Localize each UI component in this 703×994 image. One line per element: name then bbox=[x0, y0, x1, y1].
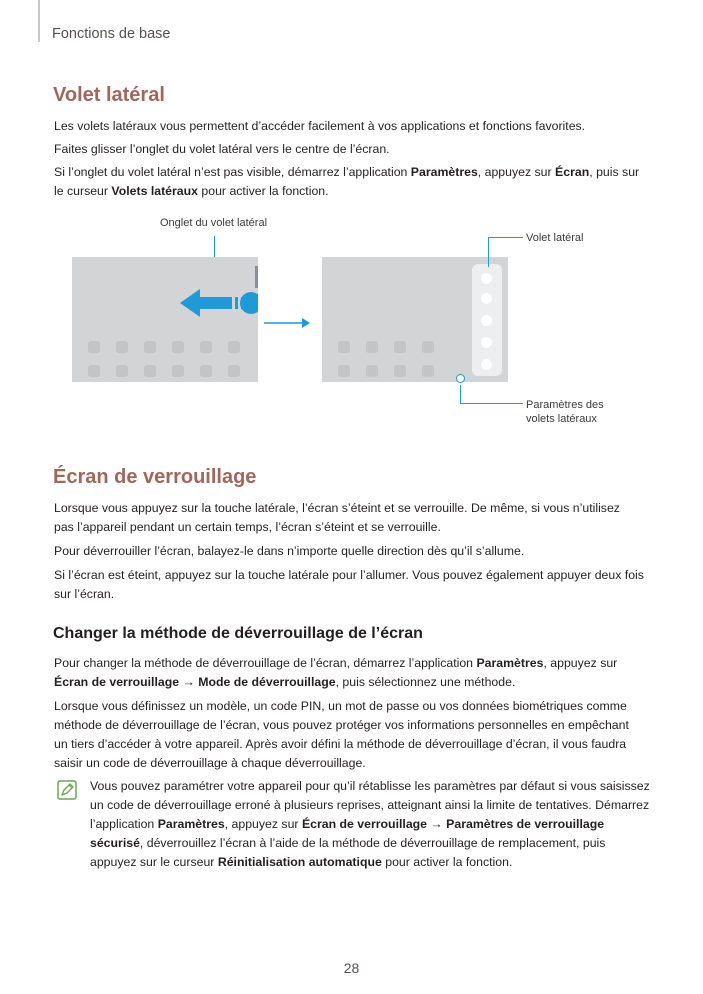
app-icon bbox=[144, 341, 156, 353]
swipe-left-arrow-icon bbox=[180, 286, 258, 320]
paragraph: Si l’écran est éteint, appuyez sur la touche latérale pour l’allumer. Vous pouvez également appuyer deux fois sur l’écran. bbox=[54, 568, 644, 601]
leader-line bbox=[488, 237, 489, 267]
app-icon bbox=[200, 341, 212, 353]
app-icon bbox=[338, 341, 350, 353]
leader-line bbox=[460, 403, 523, 404]
label-panel-settings: Paramètres des volets latéraux bbox=[526, 399, 604, 425]
side-panel[interactable] bbox=[472, 264, 502, 376]
leader-line bbox=[460, 385, 461, 404]
app-icon bbox=[366, 341, 378, 353]
app-icon bbox=[200, 365, 212, 377]
paragraph: Pour déverrouiller l’écran, balayez-le dans n’importe quelle direction dès qu’il s’allume. bbox=[54, 544, 525, 558]
note-text: Vous pouvez paramétrer votre appareil pour qu’il rétablisse les paramètres par défaut si vous saisissez un code de déverrouillage erroné à plusieurs reprises, atteignant ainsi la limite de tentatives. Démarrez l’application Paramètres, appuyez sur Écran de verrouillage → Paramètres de verrouillage sécurisé, déverrouillez l’écran à l’aide de la méthode de déverrouillage de remplacement, puis appuyez sur le curseur Réinitialisation automatique pour activer la fonction. bbox=[90, 779, 650, 869]
paragraph: Faites glisser l’onglet du volet latéral vers le centre de l’écran. bbox=[54, 142, 390, 156]
app-icon bbox=[144, 365, 156, 377]
app-icon bbox=[88, 341, 100, 353]
app-icon bbox=[172, 365, 184, 377]
paragraph: Lorsque vous appuyez sur la touche latérale, l’écran s’éteint et se verrouille. De même, si vous n’utilisez pas l’appareil pendant un certain temps, l’écran s’éteint et se verrouille. bbox=[54, 501, 620, 534]
panel-app-icon[interactable] bbox=[481, 337, 492, 348]
app-icon bbox=[366, 365, 378, 377]
header-rule bbox=[38, 0, 40, 42]
app-icon bbox=[228, 341, 240, 353]
subsection-title: Changer la méthode de déverrouillage de l’écran bbox=[53, 625, 423, 642]
header-section-title: Fonctions de base bbox=[52, 26, 171, 42]
paragraph: Lorsque vous définissez un modèle, un code PIN, un mot de passe ou vos données biométriques comme méthode de déverrouillage de l’écran, vous pouvez protéger vos informations personnelles en empêchant un tiers d’accéder à votre appareil. Après avoir défini la méthode de déverrouillage d’écran, il vous faudra saisir un code de déverrouillage à chaque déverrouillage. bbox=[54, 699, 629, 770]
panel-app-icon[interactable] bbox=[481, 273, 492, 284]
page-number: 28 bbox=[343, 960, 360, 976]
note-pencil-icon bbox=[57, 780, 77, 800]
app-icon bbox=[88, 365, 100, 377]
app-icon bbox=[394, 341, 406, 353]
app-icon bbox=[394, 365, 406, 377]
app-icon bbox=[338, 365, 350, 377]
paragraph: Si l’onglet du volet latéral n’est pas visible, démarrez l’application Paramètres, appuyez sur Écran, puis sur le curseur Volets latéraux pour activer la fonction. bbox=[54, 165, 640, 198]
app-icon bbox=[228, 365, 240, 377]
label-side-panel: Volet latéral bbox=[526, 232, 584, 244]
paragraph: Pour changer la méthode de déverrouillage de l’écran, démarrez l’application Paramètres, appuyez sur Écran de verrouillage → Mode de déverrouillage, puis sélectionnez une méthode. bbox=[54, 656, 618, 689]
section-title-volet-lateral: Volet latéral bbox=[53, 84, 165, 106]
panel-app-icon[interactable] bbox=[481, 293, 492, 304]
app-icon bbox=[172, 341, 184, 353]
app-icon bbox=[422, 365, 434, 377]
panel-settings-icon[interactable] bbox=[456, 374, 465, 383]
app-icon bbox=[116, 365, 128, 377]
label-panel-tab: Onglet du volet latéral bbox=[160, 217, 268, 229]
side-panel-figure bbox=[0, 210, 703, 440]
panel-app-icon[interactable] bbox=[481, 359, 492, 370]
leader-line bbox=[488, 237, 523, 238]
side-panel-handle bbox=[255, 266, 258, 288]
app-icon bbox=[116, 341, 128, 353]
panel-app-icon[interactable] bbox=[481, 315, 492, 326]
tablet-screen-before bbox=[72, 257, 258, 382]
transition-arrow-icon bbox=[264, 316, 310, 330]
paragraph: Les volets latéraux vous permettent d’accéder facilement à vos applications et fonctions favorites. bbox=[54, 119, 586, 133]
app-icon bbox=[422, 341, 434, 353]
tablet-screen-after bbox=[322, 257, 508, 382]
section-title-ecran-verrouillage: Écran de verrouillage bbox=[53, 466, 257, 488]
